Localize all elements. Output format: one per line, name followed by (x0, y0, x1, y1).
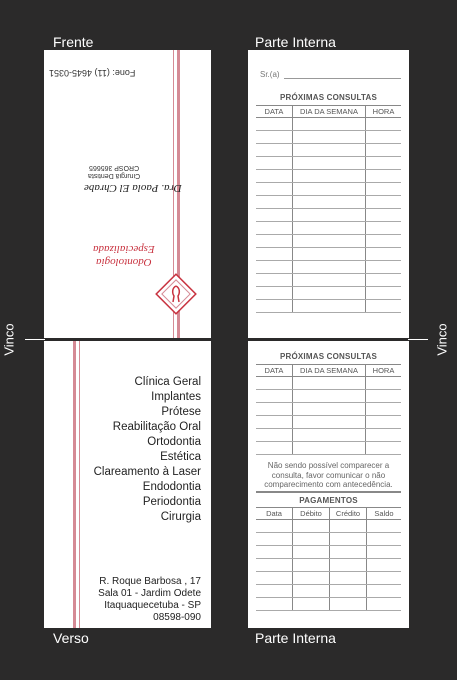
table-row (256, 235, 401, 248)
table-cell[interactable] (366, 261, 402, 274)
table-cell[interactable] (366, 300, 402, 313)
inner-bottom-card (248, 341, 409, 628)
table-cell[interactable] (256, 559, 293, 572)
table-cell[interactable] (293, 520, 330, 533)
table-cell[interactable] (293, 559, 330, 572)
table-cell[interactable] (366, 131, 402, 144)
table-row (256, 585, 401, 598)
table-cell[interactable] (330, 559, 367, 572)
table-cell[interactable] (293, 429, 366, 442)
pay-col-balance: Saldo (367, 508, 402, 520)
table-cell[interactable] (366, 416, 402, 429)
table-cell[interactable] (330, 598, 367, 611)
service-item: Cirurgia (160, 511, 201, 523)
label-fold-left: Vinco (1, 323, 17, 356)
table-cell[interactable] (367, 598, 402, 611)
table-cell[interactable] (256, 248, 293, 261)
table-row (256, 144, 401, 157)
table-cell[interactable] (367, 546, 402, 559)
table-row (256, 183, 401, 196)
table-row (256, 196, 401, 209)
table-cell[interactable] (367, 520, 402, 533)
address-block (71, 575, 201, 631)
table-cell[interactable] (256, 209, 293, 222)
payments-title: PAGAMENTOS (299, 496, 358, 505)
table-cell[interactable] (366, 183, 402, 196)
table-cell[interactable] (367, 533, 402, 546)
table-cell[interactable] (256, 300, 293, 313)
table-cell[interactable] (367, 585, 402, 598)
address-line: Itaquaquecetuba - SP (104, 600, 201, 611)
table-cell[interactable] (366, 170, 402, 183)
table-row (256, 442, 401, 455)
table-cell[interactable] (366, 144, 402, 157)
table-cell[interactable] (330, 520, 367, 533)
label-back: Verso (53, 630, 89, 646)
label-inner-bottom: Parte Interna (255, 630, 336, 646)
table-row (256, 390, 401, 403)
table-cell[interactable] (256, 390, 293, 403)
table-cell[interactable] (293, 390, 366, 403)
pay-col-date: Data (256, 508, 293, 520)
front-doctor-name: Dra. Paola El Chrabe (84, 182, 182, 194)
table-cell[interactable] (256, 442, 293, 455)
table-cell[interactable] (256, 222, 293, 235)
service-item: Clareamento à Laser (93, 466, 201, 478)
table-cell[interactable] (256, 235, 293, 248)
table-row (256, 274, 401, 287)
table-cell[interactable] (293, 235, 366, 248)
table-cell[interactable] (366, 222, 402, 235)
table-cell[interactable] (256, 144, 293, 157)
appointments-table (256, 105, 401, 313)
address-line: 08598-090 (153, 612, 201, 623)
front-cro: CROSP 365665 (89, 164, 140, 171)
table-cell[interactable] (256, 377, 293, 390)
table-cell[interactable] (256, 157, 293, 170)
table-row (256, 118, 401, 131)
table-cell[interactable] (366, 429, 402, 442)
table-cell[interactable] (366, 209, 402, 222)
table-cell[interactable] (366, 235, 402, 248)
front-specialty (93, 242, 155, 268)
table-cell[interactable] (293, 533, 330, 546)
table-row (256, 572, 401, 585)
table-cell[interactable] (293, 416, 366, 429)
inner-top-card (248, 50, 409, 338)
table-cell[interactable] (293, 598, 330, 611)
table-cell[interactable] (293, 442, 366, 455)
table-cell[interactable] (256, 274, 293, 287)
service-item: Endodontia (142, 481, 201, 493)
table-cell[interactable] (256, 170, 293, 183)
front-specialty-1: Odontologia (96, 256, 152, 268)
address-line: Sala 01 - Jardim Odete (98, 588, 201, 599)
table-cell[interactable] (256, 183, 293, 196)
table-cell[interactable] (256, 261, 293, 274)
table-row (256, 157, 401, 170)
table-cell[interactable] (293, 209, 366, 222)
table-cell[interactable] (366, 248, 402, 261)
table-cell[interactable] (293, 300, 366, 313)
table-cell[interactable] (366, 442, 402, 455)
table-cell[interactable] (366, 118, 402, 131)
col-time: HORA (366, 365, 402, 377)
table-row (256, 559, 401, 572)
table-cell[interactable] (293, 183, 366, 196)
divider (256, 491, 401, 493)
table-cell[interactable] (330, 546, 367, 559)
services-list (71, 376, 201, 526)
table-cell[interactable] (256, 598, 293, 611)
col-weekday: DIA DA SEMANA (293, 365, 366, 377)
table-cell[interactable] (256, 546, 293, 559)
table-row (256, 248, 401, 261)
table-cell[interactable] (256, 416, 293, 429)
col-time: HORA (366, 106, 402, 118)
table-cell[interactable] (366, 157, 402, 170)
table-cell[interactable] (293, 546, 330, 559)
table-row (256, 170, 401, 183)
table-cell[interactable] (256, 572, 293, 585)
table-cell[interactable] (293, 287, 366, 300)
front-phone: Fone: (11) 4645-0351 (49, 68, 136, 78)
table-cell[interactable] (330, 572, 367, 585)
appointments-title-2: PRÓXIMAS CONSULTAS (279, 352, 378, 361)
label-inner-top: Parte Interna (255, 34, 336, 50)
col-date: DATA (256, 365, 293, 377)
service-item: Ortodontia (147, 436, 201, 448)
table-row (256, 287, 401, 300)
table-cell[interactable] (293, 196, 366, 209)
table-cell[interactable] (293, 170, 366, 183)
table-cell[interactable] (293, 274, 366, 287)
notice-text: Não sendo possível comparecer a consulta, favor comunicar o não comparecimento com antecedência. (264, 461, 393, 489)
label-front: Frente (53, 34, 94, 50)
table-row (256, 300, 401, 313)
appointments-title: PRÓXIMAS CONSULTAS (279, 93, 378, 102)
table-cell[interactable] (293, 261, 366, 274)
front-role: Cirurgiã Dentista (88, 172, 141, 179)
table-cell[interactable] (293, 572, 330, 585)
table-row (256, 131, 401, 144)
col-weekday: DIA DA SEMANA (293, 106, 366, 118)
table-row (256, 520, 401, 533)
appointments-table-2 (256, 364, 401, 455)
table-cell[interactable] (293, 585, 330, 598)
service-item: Periodontia (142, 496, 201, 508)
table-cell[interactable] (256, 429, 293, 442)
table-cell[interactable] (293, 403, 366, 416)
pay-col-debit: Débito (293, 508, 330, 520)
table-cell[interactable] (256, 118, 293, 131)
table-cell[interactable] (293, 377, 366, 390)
table-row (256, 261, 401, 274)
label-fold-right: Vinco (434, 323, 450, 356)
table-row (256, 209, 401, 222)
table-row (256, 429, 401, 442)
tooth-logo-icon (152, 270, 200, 318)
table-row (256, 377, 401, 390)
table-cell[interactable] (367, 559, 402, 572)
table-cell[interactable] (366, 287, 402, 300)
table-cell[interactable] (330, 585, 367, 598)
table-cell[interactable] (366, 274, 402, 287)
front-role-block (88, 163, 140, 179)
table-cell[interactable] (256, 533, 293, 546)
table-cell[interactable] (256, 403, 293, 416)
table-cell[interactable] (366, 196, 402, 209)
col-date: DATA (256, 106, 293, 118)
table-cell[interactable] (367, 572, 402, 585)
table-row (256, 546, 401, 559)
back-card (44, 341, 211, 628)
patient-label: Sr.(a) (260, 70, 280, 79)
table-cell[interactable] (293, 144, 366, 157)
patient-line (284, 78, 401, 79)
address-line: R. Roque Barbosa , 17 (99, 576, 201, 587)
table-cell[interactable] (293, 118, 366, 131)
table-cell[interactable] (256, 585, 293, 598)
service-item: Estética (160, 451, 201, 463)
table-cell[interactable] (293, 222, 366, 235)
table-cell[interactable] (366, 377, 402, 390)
payments-table (256, 507, 401, 611)
table-cell[interactable] (366, 403, 402, 416)
table-row (256, 222, 401, 235)
table-row (256, 416, 401, 429)
pay-col-credit: Crédito (330, 508, 367, 520)
fold-mark-left (25, 339, 45, 340)
table-cell[interactable] (256, 196, 293, 209)
table-cell[interactable] (293, 248, 366, 261)
table-row (256, 533, 401, 546)
table-cell[interactable] (330, 533, 367, 546)
table-cell[interactable] (256, 287, 293, 300)
front-card (44, 50, 211, 338)
service-item: Implantes (151, 391, 201, 403)
table-cell[interactable] (366, 390, 402, 403)
table-cell[interactable] (293, 131, 366, 144)
service-item: Prótese (161, 406, 201, 418)
service-item: Clínica Geral (134, 376, 201, 388)
service-item: Reabilitação Oral (112, 421, 201, 433)
table-row (256, 403, 401, 416)
table-cell[interactable] (256, 520, 293, 533)
front-specialty-2: Especializada (93, 243, 155, 255)
table-cell[interactable] (293, 157, 366, 170)
table-cell[interactable] (256, 131, 293, 144)
table-row (256, 598, 401, 611)
fold-mark-right (408, 339, 428, 340)
